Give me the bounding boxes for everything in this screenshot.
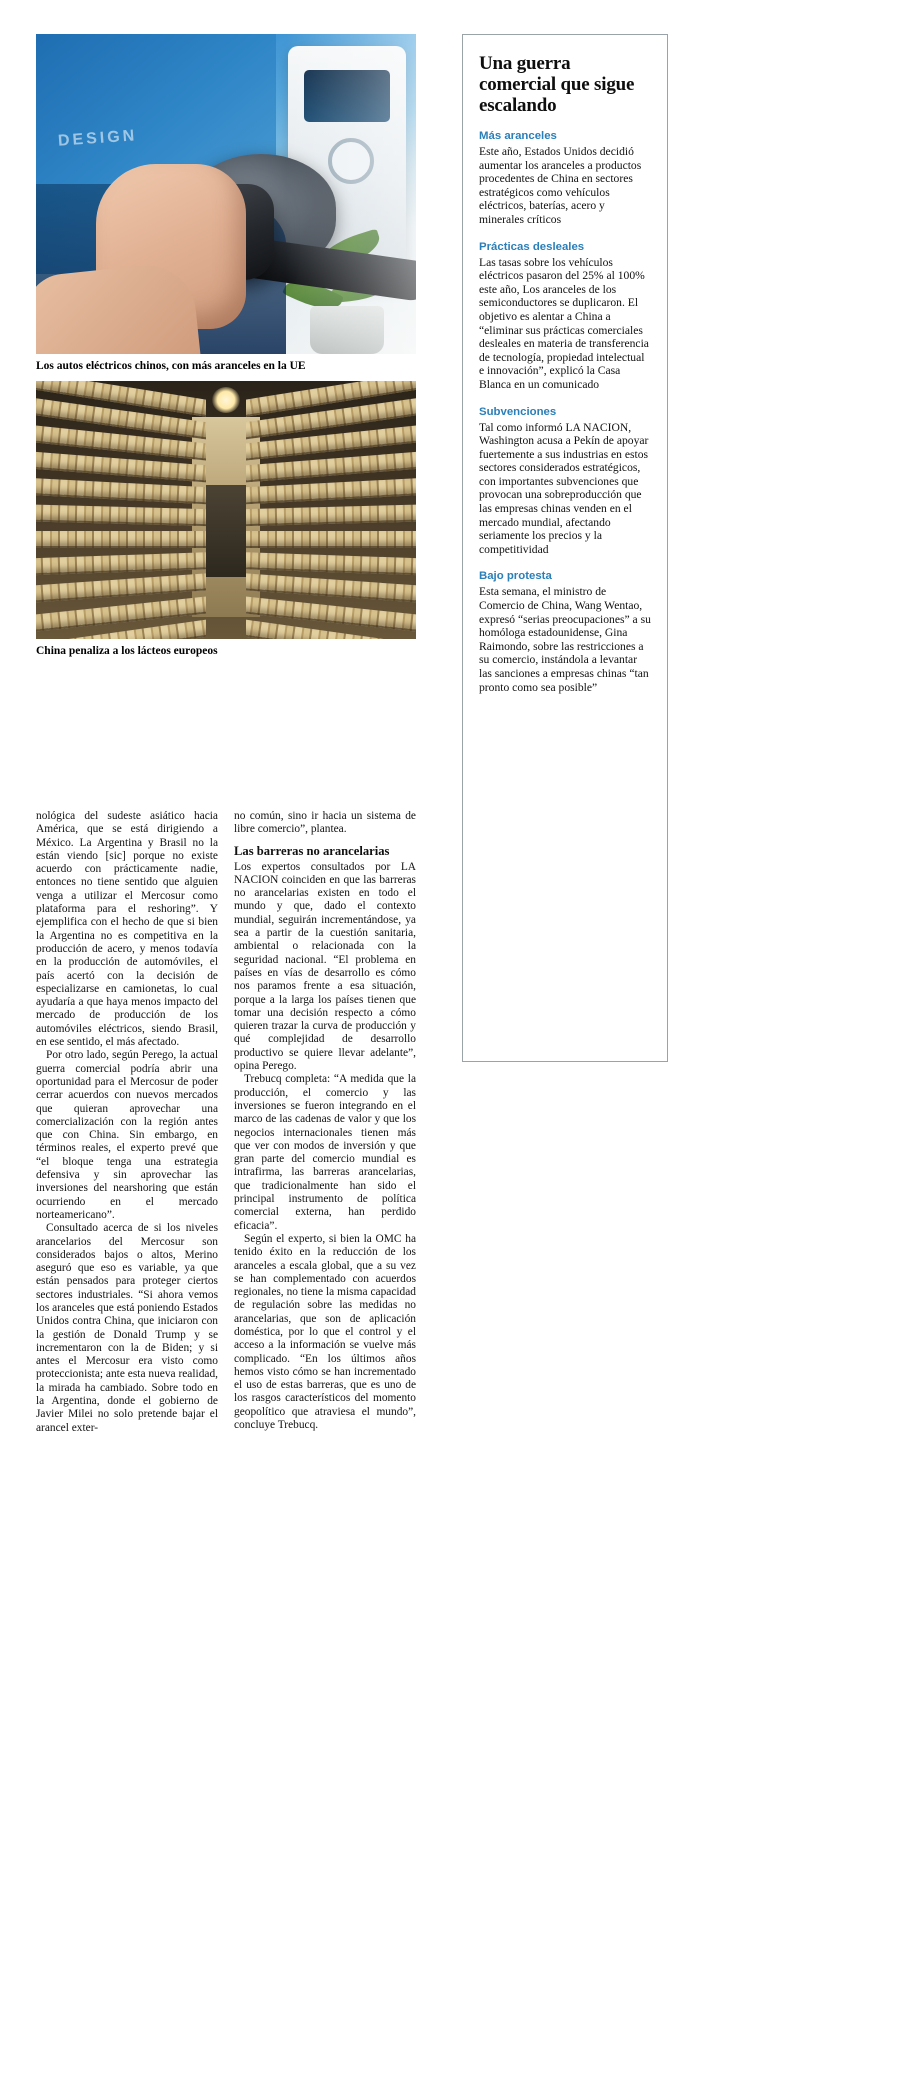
- paragraph: Los expertos consultados por LA NACION coinciden en que las barreras no arancelarias existen en todo el mundo y que, dado el contexto mundial, seguirán incrementándose, ya sea a partir de la cuestión sanitaria, ambiental o relacionada con la seguridad nacional. “El problema en países en vías de desarrollo es cómo nos paramos frente a esa situación, porque a la larga los países tienen que tomar una decisión respecto a cómo quieren trazar la curva de producción y qué complejidad de desarrollo productivo se quiere llevar adelante”, opina Perego.: [234, 860, 416, 1073]
- paragraph: Consultado acerca de si los niveles arancelarios del Mercosur son considerados bajos o altos, Merino aseguró que eso es variable, ya que están pensados para proteger ciertos sectores industriales. “Si ahora vemos los aranceles que está poniendo Estados Unidos contra China, que iniciaron con la gestión de Donald Trump y se incrementaron con la de Biden; y si antes el Mercosur era visto como proteccionista; ante esta nueva realidad, la mirada ha cambiado. Sobre todo en la Argentina, donde el gobierno de Javier Milei no solo pretende bajar el arancel exter-: [36, 1222, 218, 1434]
- sidebar-block-title: Bajo protesta: [479, 570, 552, 583]
- paragraph: Según el experto, si bien la OMC ha tenido éxito en la reducción de los aranceles a escala global, que a su vez se han complementado con acuerdos regionales, no tiene la misma capacidad de regulación sobre las medidas no arancelarias, que son de aplicación doméstica, por lo que el control y el acceso a la información se vuelve más complicado. “En los últimos años hemos visto cómo se han incrementado el uso de estas barreras, que es uno de los rasgos característicos del momento geopolítico que atraviesa el mundo”, concluye Trebucq.: [234, 1232, 416, 1432]
- cheese-rack-right: [246, 381, 416, 639]
- ev-charging-photo: [36, 34, 416, 354]
- left-column: [36, 34, 416, 666]
- sidebar-block-title: Más aranceles: [479, 130, 557, 142]
- car-badge-text: DESIGN: [57, 127, 138, 150]
- photo-highlight-overlay: [286, 34, 416, 354]
- paragraph: no común, sino ir hacia un sistema de libre comercio”, plantea.: [234, 810, 416, 836]
- sidebar-block-bajo-protesta: [479, 570, 651, 694]
- sidebar-block-practicas-desleales: [479, 241, 651, 392]
- sidebar-fact-box: [462, 34, 668, 1062]
- cheese-rack-left: [36, 381, 206, 639]
- sidebar-block-text: Tal como informó LA NACION, Washington acusa a Pekín de apoyar fuertemente a sus industrias en estos sectores considerados estratégicos, con importantes subvenciones que provocan una sobreproducción que las empresas chinas venden en el mercado mundial, afectando seriamente los precios y la competitividad: [479, 420, 649, 556]
- sidebar-block-text: Este año, Estados Unidos decidió aumentar los aranceles a productos procedentes de China en sectores estratégicos como vehículos eléctricos, baterías, acero y minerales críticos: [479, 145, 642, 226]
- ceiling-lamp-shape: [212, 387, 240, 413]
- photo-caption-cheese: China penaliza a los lácteos europeos: [36, 645, 218, 657]
- paragraph: nológica del sudeste asiático hacia América, que se está dirigiendo a México. La Argentina y Brasil no la están viendo [sic] porque no existe acuerdo con prácticamente nadie, entonces no tiene sentido que alguien venga a utilizar el Mercosur como plataforma para el reshoring”. Y ejemplifica con el hecho de que si bien la Argentina no es competitiva en la producción de acero, y menos todavía en la producción de automóviles, el país acertó con la decisión de especializarse en camionetas, lo cual ayudaría a que haya menos impacto del mercado de producción de los automóviles eléctricos, siendo Brasil, en ese sentido, el más afectado.: [36, 810, 218, 1049]
- sidebar-block-mas-aranceles: [479, 130, 651, 227]
- sidebar-block-text: Las tasas sobre los vehículos eléctricos pasaron del 25% al 100% este año, Los aranceles de los semiconductores se duplicaron. El objetivo es alentar a China a “eliminar sus prácticas comerciales desleales en materia de transferencia de tecnología, propiedad intelectual e innovación”, explicó la Casa Blanca en un comunicado: [479, 255, 649, 391]
- sidebar-block-title: Subvenciones: [479, 405, 557, 418]
- sidebar-title: Una guerra comercial que sigue escalando: [479, 53, 635, 116]
- arm-shape: [36, 260, 200, 354]
- sidebar-block-title: Prácticas desleales: [479, 240, 585, 253]
- cheese-cellar-photo: [36, 381, 416, 639]
- article-body: [36, 810, 416, 1435]
- door-shape: [206, 485, 246, 577]
- paragraph: Por otro lado, según Perego, la actual guerra comercial podría abrir una oportunidad para el Mercosur de poder cerrar acuerdos con nuevos mercados que quieran aprovechar una comercialización con la región antes que con China. Sin embargo, en términos reales, el experto prevé que “el bloque tenga una estrategia defensiva y sin aprovechar las inversiones del nearshoring que están ocurriendo en el mercado norteamericano”.: [36, 1049, 218, 1221]
- article-subheading: Las barreras no arancelarias: [234, 843, 390, 858]
- sidebar-block-subvenciones: [479, 406, 651, 557]
- article-column-2: [234, 810, 416, 1435]
- sidebar-block-text: Esta semana, el ministro de Comercio de China, Wang Wentao, expresó “serias preocupaciones” a su homóloga estadounidense, Gina Raimondo, sobre las restricciones a su comercio, instándola a levantar las sanciones a empresas chinas “tan pronto como sea posible”: [479, 585, 651, 694]
- photo-caption-ev: Los autos eléctricos chinos, con más aranceles en la UE: [36, 360, 306, 372]
- paragraph: Trebucq completa: “A medida que la producción, el comercio y las inversiones se fueron integrando en el marco de las cadenas de valor y que los negocios internacionales tienen más que ver con modos de inversión y que gran parte del comercio mundial es intrafirma, las barreras arancelarias, que tradicionalmente han sido el principal instrumento de política comercial externa, han perdido eficacia”.: [234, 1073, 416, 1232]
- article-column-1: [36, 810, 218, 1435]
